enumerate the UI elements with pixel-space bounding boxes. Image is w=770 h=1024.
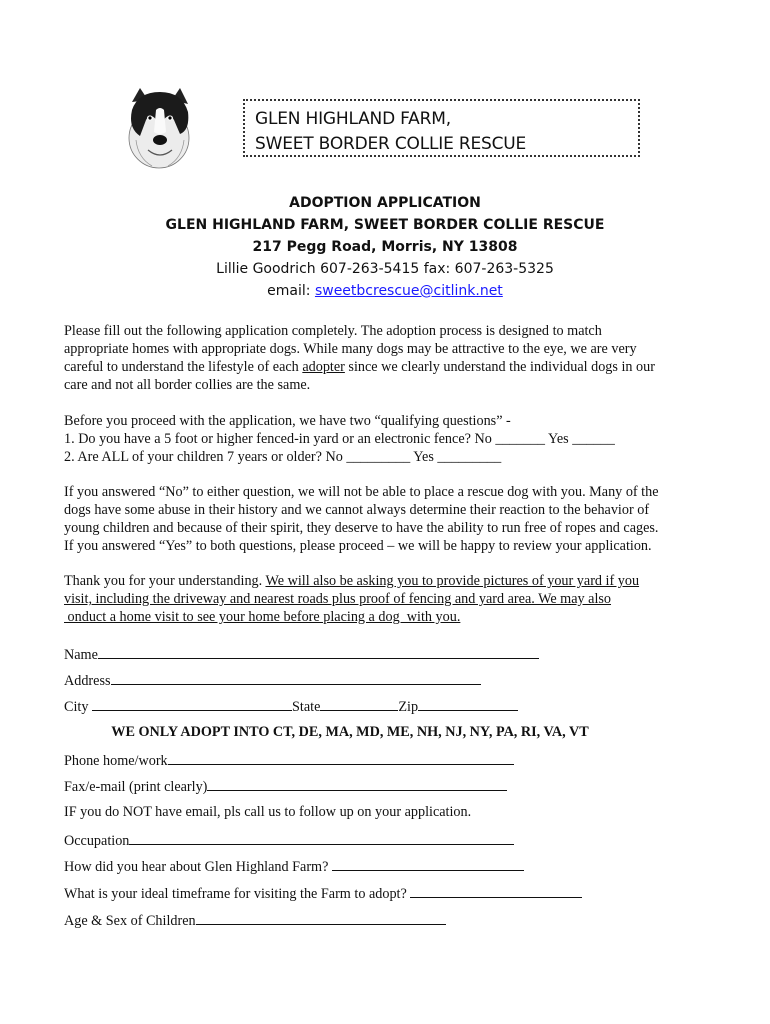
children-field[interactable]	[196, 910, 446, 925]
name-label: Name	[64, 647, 98, 663]
email-label: email:	[267, 283, 311, 299]
phone-field[interactable]	[168, 750, 514, 765]
title-line-2: SWEET BORDER COLLIE RESCUE	[255, 134, 527, 154]
organization-name: GLEN HIGHLAND FARM, SWEET BORDER COLLIE RESCUE	[165, 217, 605, 233]
address-field-row	[64, 670, 481, 690]
intro-line: appropriate homes with appropriate dogs. While many dogs may be attractive to the eye, we are very	[64, 341, 637, 357]
qualifying-questions	[64, 412, 714, 466]
application-heading: ADOPTION APPLICATION	[289, 195, 481, 211]
address-field[interactable]	[111, 670, 481, 685]
heard-field[interactable]	[332, 856, 524, 871]
heard-field-row	[64, 856, 524, 876]
intro-line: careful to understand the lifestyle of each adopter since we clearly understand the individual dogs in our	[64, 359, 655, 375]
fax-email-field[interactable]	[207, 776, 507, 791]
phone-label: Phone home/work	[64, 753, 168, 769]
intro-paragraph	[64, 322, 714, 394]
timeframe-field[interactable]	[410, 883, 582, 898]
answer-paragraph	[64, 483, 714, 555]
children-field-row	[64, 910, 446, 930]
city-state-zip-row	[64, 696, 518, 716]
no-email-note: IF you do NOT have email, pls call us to follow up on your application.	[64, 804, 472, 820]
organization-address: 217 Pegg Road, Morris, NY 13808	[252, 239, 518, 255]
thanks-line: visit, including the driveway and nearest roads plus proof of fencing and yard area. We may also	[64, 591, 612, 607]
thanks-line: Thank you for your understanding. We will also be asking you to provide pictures of your yard if you	[64, 573, 640, 589]
thanks-paragraph	[64, 572, 714, 626]
zip-field[interactable]	[418, 696, 518, 711]
occupation-field-row	[64, 830, 514, 850]
intro-line: care and not all border collies are the same.	[64, 377, 311, 393]
states-notice: WE ONLY ADOPT INTO CT, DE, MA, MD, ME, NH, NJ, NY, PA, RI, VA, VT	[111, 724, 589, 740]
title-line-1: GLEN HIGHLAND FARM,	[255, 109, 451, 129]
answer-line: dogs have some abuse in their history and we cannot always determine their reaction to the behavior of	[64, 502, 650, 518]
name-field[interactable]	[98, 644, 539, 659]
address-label: Address	[64, 673, 111, 689]
border-collie-head-icon	[118, 80, 200, 172]
city-field[interactable]	[92, 696, 292, 711]
question-children[interactable]: 2. Are ALL of your children 7 years or older? No _________ Yes _________	[64, 449, 502, 465]
occupation-field[interactable]	[129, 830, 514, 845]
border-collie-logo	[118, 80, 200, 172]
answer-line: If you answered “Yes” to both questions, please proceed – we will be happy to review your application.	[64, 538, 652, 554]
intro-line: Please fill out the following application completely. The adoption process is designed to match	[64, 323, 602, 339]
state-field[interactable]	[320, 696, 398, 711]
city-label: City	[64, 699, 89, 715]
state-label: State	[292, 699, 321, 715]
timeframe-field-row	[64, 883, 582, 903]
phone-field-row	[64, 750, 514, 770]
question-fence[interactable]: 1. Do you have a 5 foot or higher fenced-in yard or an electronic fence? No _______ Yes ______	[64, 431, 615, 447]
heard-label: How did you hear about Glen Highland Farm?	[64, 859, 329, 875]
fax-email-label: Fax/e-mail (print clearly)	[64, 779, 208, 795]
name-field-row	[64, 644, 539, 664]
occupation-label: Occupation	[64, 833, 130, 849]
children-label: Age & Sex of Children	[64, 913, 196, 929]
contact-email-line	[0, 283, 770, 299]
timeframe-label: What is your ideal timeframe for visiting the Farm to adopt?	[64, 886, 407, 902]
qualifying-intro: Before you proceed with the application, we have two “qualifying questions” -	[64, 413, 511, 429]
answer-line: young children and because of their spirit, they deserve to have the ability to run free of ropes and cages.	[64, 520, 659, 536]
zip-label: Zip	[398, 699, 419, 715]
contact-phone: Lillie Goodrich 607-263-5415 fax: 607-263-5325	[216, 261, 554, 277]
fax-email-field-row	[64, 776, 507, 796]
thanks-line: onduct a home visit to see your home before placing a dog with you.	[64, 609, 461, 625]
answer-line: If you answered “No” to either question, we will not be able to place a rescue dog with you. Many of the	[64, 484, 659, 500]
email-link[interactable]: sweetbcrescue@citlink.net	[314, 283, 503, 299]
title-box	[243, 99, 640, 157]
